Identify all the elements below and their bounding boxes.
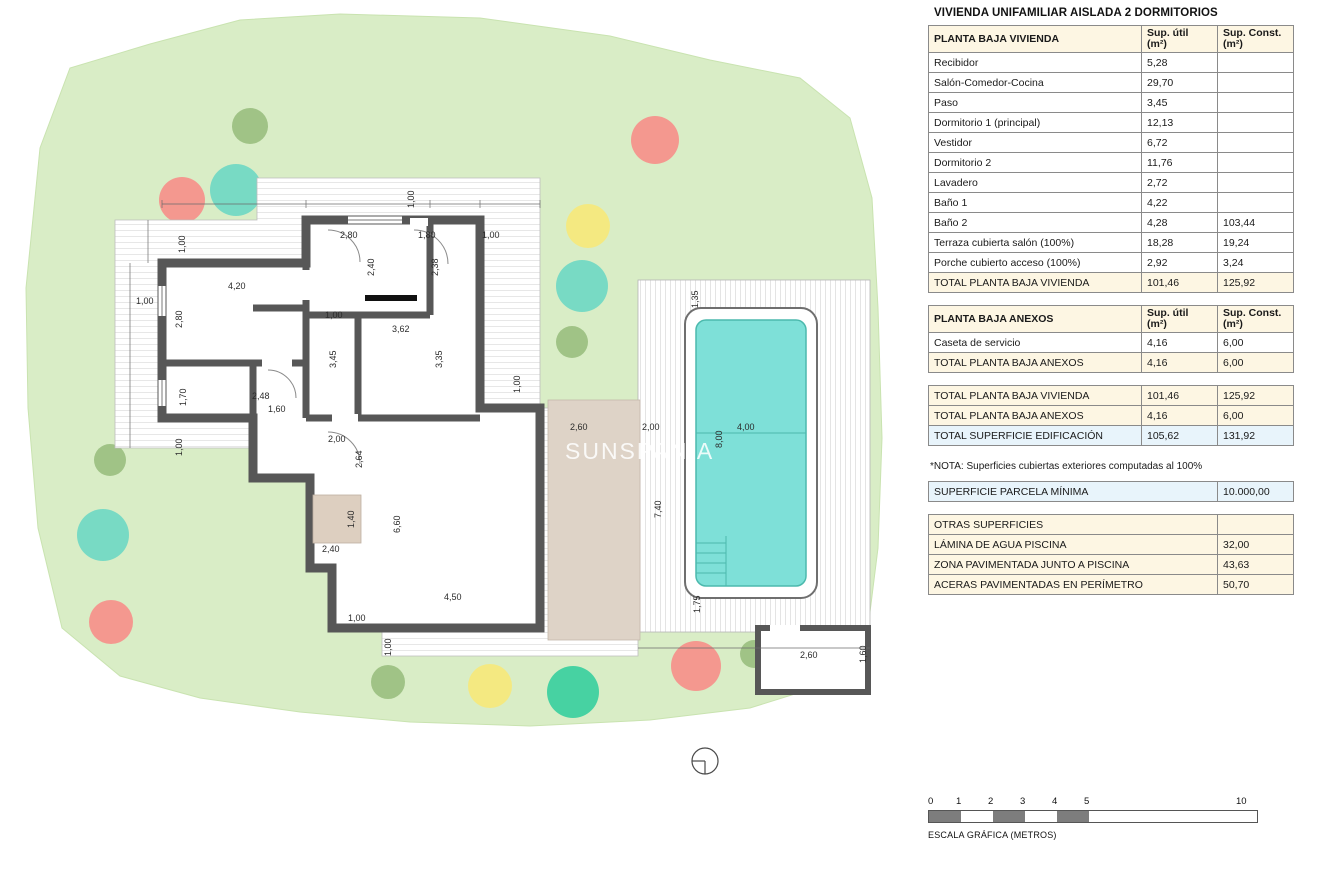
col-header-const: Sup. Const. (m²) [1218, 26, 1294, 53]
row-label: Recibidor [929, 53, 1142, 73]
svg-text:4,50: 4,50 [444, 592, 462, 602]
service-shed [758, 628, 868, 692]
row-util: 29,70 [1142, 73, 1218, 93]
table-row [929, 173, 1294, 193]
total-util: 4,16 [1142, 353, 1218, 373]
row-util: 2,72 [1142, 173, 1218, 193]
row-label: Porche cubierto acceso (100%) [929, 253, 1142, 273]
scale-caption: ESCALA GRÁFICA (METROS) [928, 830, 1057, 840]
total-label: TOTAL PLANTA BAJA ANEXOS [929, 353, 1142, 373]
scale-tick-labels [928, 796, 1258, 810]
document-title: VIVIENDA UNIFAMILIAR AISLADA 2 DORMITORIOS [934, 7, 1218, 19]
col-header-const: Sup. Const. (m²) [1218, 306, 1294, 333]
row-label: Vestidor [929, 133, 1142, 153]
col-header-util: Sup. útil (m²) [1142, 26, 1218, 53]
row-const [1218, 53, 1294, 73]
row-util: 2,92 [1142, 253, 1218, 273]
scale-tick: 0 [928, 796, 934, 807]
table-row [929, 482, 1294, 502]
table-row [929, 53, 1294, 73]
svg-text:1,80: 1,80 [418, 230, 436, 240]
svg-text:2,38: 2,38 [430, 258, 440, 276]
table-row [929, 555, 1294, 575]
row-label: TOTAL PLANTA BAJA ANEXOS [929, 406, 1142, 426]
table-row [929, 333, 1294, 353]
table-row [929, 386, 1294, 406]
col-header-concept: PLANTA BAJA VIVIENDA [929, 26, 1142, 53]
table-row [929, 233, 1294, 253]
row-const: 125,92 [1218, 386, 1294, 406]
row-util: 12,13 [1142, 113, 1218, 133]
row-label: SUPERFICIE PARCELA MÍNIMA [929, 482, 1218, 502]
row-util: 101,46 [1142, 386, 1218, 406]
table-row [929, 193, 1294, 213]
table-row [929, 535, 1294, 555]
svg-text:1,00: 1,00 [136, 296, 154, 306]
row-label: Salón-Comedor-Cocina [929, 73, 1142, 93]
watermark: SUNSPANIA [565, 438, 715, 464]
svg-text:1,00: 1,00 [383, 638, 393, 656]
table-otras-superficies [928, 514, 1294, 595]
row-label: Paso [929, 93, 1142, 113]
row-const: 6,00 [1218, 333, 1294, 353]
row-const: 6,00 [1218, 406, 1294, 426]
graphic-scale [928, 796, 1258, 840]
row-util: 105,62 [1142, 426, 1218, 446]
col-header-concept: PLANTA BAJA ANEXOS [929, 306, 1142, 333]
svg-text:6,60: 6,60 [392, 515, 402, 533]
row-label: Caseta de servicio [929, 333, 1142, 353]
row-label: TOTAL SUPERFICIE EDIFICACIÓN [929, 426, 1142, 446]
pool-water [696, 320, 806, 586]
svg-text:1,00: 1,00 [406, 190, 416, 208]
total-const: 125,92 [1218, 273, 1294, 293]
table-total-row [929, 273, 1294, 293]
svg-text:2,40: 2,40 [366, 258, 376, 276]
table-row [929, 133, 1294, 153]
row-const: 131,92 [1218, 426, 1294, 446]
row-label: ZONA PAVIMENTADA JUNTO A PISCINA [929, 555, 1218, 575]
table-header-row [929, 306, 1294, 333]
svg-text:2,64: 2,64 [354, 450, 364, 468]
svg-text:3,62: 3,62 [392, 324, 410, 334]
row-const [1218, 173, 1294, 193]
table-row [929, 253, 1294, 273]
row-util: 4,16 [1142, 406, 1218, 426]
scale-segment [1057, 811, 1089, 822]
row-value: 43,63 [1218, 555, 1294, 575]
scale-segment [993, 811, 1025, 822]
row-const [1218, 153, 1294, 173]
floor-plan-drawing [10, 8, 910, 798]
svg-text:1,00: 1,00 [325, 310, 343, 320]
row-label: Baño 2 [929, 213, 1142, 233]
svg-text:1,60: 1,60 [858, 645, 868, 663]
row-label: LÁMINA DE AGUA PISCINA [929, 535, 1218, 555]
svg-text:4,20: 4,20 [228, 281, 246, 291]
table-row [929, 213, 1294, 233]
row-const [1218, 113, 1294, 133]
kitchen-counter [365, 295, 417, 301]
svg-text:2,00: 2,00 [328, 434, 346, 444]
table-planta-baja-vivienda [928, 25, 1294, 293]
table-planta-baja-anexos [928, 305, 1294, 373]
scale-track [928, 810, 1258, 823]
svg-text:1,35: 1,35 [690, 290, 700, 308]
svg-text:1,40: 1,40 [346, 510, 356, 528]
row-label: Dormitorio 1 (principal) [929, 113, 1142, 133]
row-const: 103,44 [1218, 213, 1294, 233]
row-util: 18,28 [1142, 233, 1218, 253]
svg-text:7,40: 7,40 [653, 500, 663, 518]
col-header-otras-value [1218, 515, 1294, 535]
svg-text:8,00: 8,00 [714, 430, 724, 448]
table-row [929, 93, 1294, 113]
table-row [929, 73, 1294, 93]
table-row [929, 153, 1294, 173]
svg-text:2,80: 2,80 [174, 310, 184, 328]
total-label: TOTAL PLANTA BAJA VIVIENDA [929, 273, 1142, 293]
total-const: 6,00 [1218, 353, 1294, 373]
row-label: Baño 1 [929, 193, 1142, 213]
row-label: ACERAS PAVIMENTADAS EN PERÍMETRO [929, 575, 1218, 595]
row-label: TOTAL PLANTA BAJA VIVIENDA [929, 386, 1142, 406]
row-util: 6,72 [1142, 133, 1218, 153]
row-util: 4,28 [1142, 213, 1218, 233]
svg-text:2,48: 2,48 [252, 391, 270, 401]
table-header-row [929, 26, 1294, 53]
row-util: 11,76 [1142, 153, 1218, 173]
table-totales [928, 385, 1294, 446]
row-const [1218, 193, 1294, 213]
scale-tick: 10 [1236, 796, 1247, 807]
row-value: 32,00 [1218, 535, 1294, 555]
scale-tick: 5 [1084, 796, 1090, 807]
col-header-util: Sup. útil (m²) [1142, 306, 1218, 333]
row-label: Lavadero [929, 173, 1142, 193]
row-const [1218, 133, 1294, 153]
table-row [929, 406, 1294, 426]
svg-text:2,60: 2,60 [570, 422, 588, 432]
svg-text:1,00: 1,00 [512, 375, 522, 393]
row-util: 5,28 [1142, 53, 1218, 73]
row-util: 3,45 [1142, 93, 1218, 113]
svg-text:1,00: 1,00 [482, 230, 500, 240]
table-row [929, 113, 1294, 133]
svg-text:1,75: 1,75 [692, 595, 702, 613]
svg-text:3,35: 3,35 [434, 350, 444, 368]
svg-text:1,60: 1,60 [268, 404, 286, 414]
row-util: 4,16 [1142, 333, 1218, 353]
svg-text:2,80: 2,80 [340, 230, 358, 240]
table-row [929, 426, 1294, 446]
row-value: 10.000,00 [1218, 482, 1294, 502]
north-symbol [686, 742, 724, 780]
col-header-otras: OTRAS SUPERFICIES [929, 515, 1218, 535]
svg-text:4,00: 4,00 [737, 422, 755, 432]
surface-note: *NOTA: Superficies cubiertas exteriores computadas al 100% [930, 461, 1203, 473]
svg-text:1,00: 1,00 [348, 613, 366, 623]
row-label: Dormitorio 2 [929, 153, 1142, 173]
table-total-row [929, 353, 1294, 373]
total-util: 101,46 [1142, 273, 1218, 293]
scale-tick: 4 [1052, 796, 1058, 807]
row-value: 50,70 [1218, 575, 1294, 595]
svg-text:1,00: 1,00 [177, 235, 187, 253]
svg-text:1,70: 1,70 [178, 388, 188, 406]
scale-tick: 3 [1020, 796, 1026, 807]
scale-segment [929, 811, 961, 822]
table-parcela-minima [928, 481, 1294, 502]
table-row [929, 575, 1294, 595]
row-util: 4,22 [1142, 193, 1218, 213]
svg-text:2,00: 2,00 [642, 422, 660, 432]
scale-tick: 1 [956, 796, 962, 807]
covered-terrace-paving [548, 400, 640, 640]
svg-text:2,60: 2,60 [800, 650, 818, 660]
surface-tables-panel [928, 4, 1296, 607]
svg-text:2,40: 2,40 [322, 544, 340, 554]
svg-text:1,00: 1,00 [174, 438, 184, 456]
row-const: 19,24 [1218, 233, 1294, 253]
row-const: 3,24 [1218, 253, 1294, 273]
row-const [1218, 93, 1294, 113]
svg-text:3,45: 3,45 [328, 350, 338, 368]
scale-tick: 2 [988, 796, 994, 807]
table-header-row [929, 515, 1294, 535]
row-const [1218, 73, 1294, 93]
row-label: Terraza cubierta salón (100%) [929, 233, 1142, 253]
